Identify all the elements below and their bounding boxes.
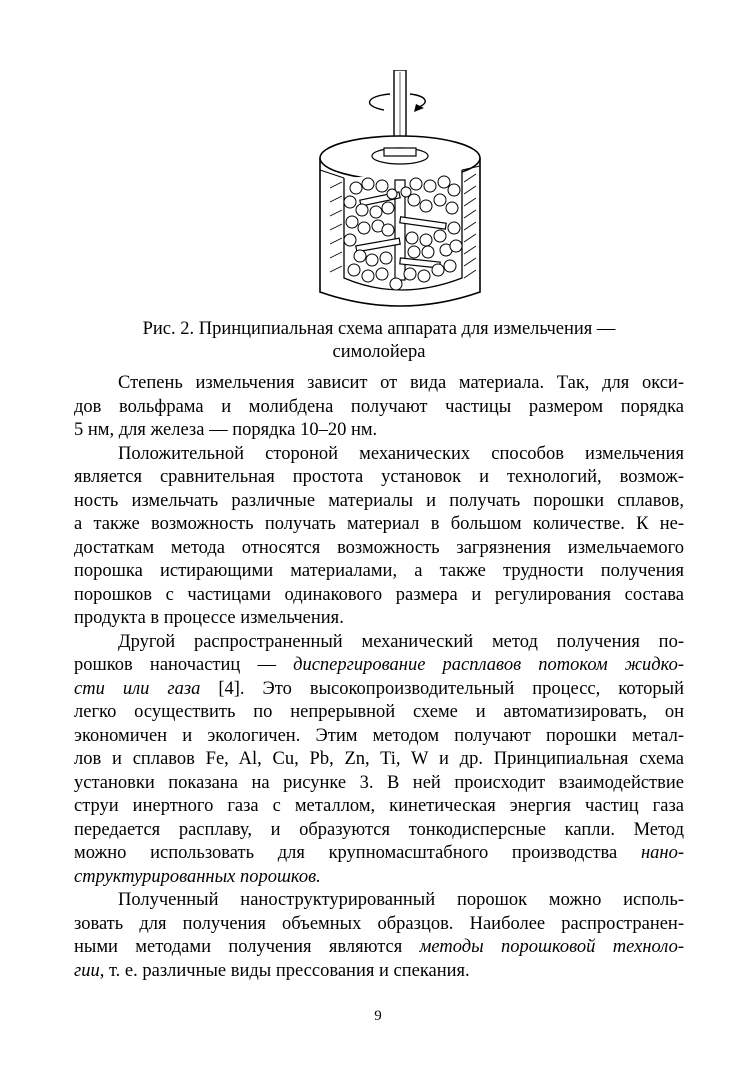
- text-line: дов вольфрама и молибдена получают частицы размером порядка: [74, 396, 684, 417]
- body-text: [74, 372, 684, 983]
- text-segment: ными методами получения являются: [74, 937, 420, 957]
- text-line: порошка истирающими материалами, а также трудности получения: [74, 561, 684, 581]
- attritor-drum-diagram: [300, 70, 500, 318]
- text-line: Степень измельчения зависит от вида материала. Так, для окси-: [118, 373, 684, 393]
- text-line: [74, 678, 684, 702]
- text-segment: можно использовать для крупномасштабного производства: [74, 843, 641, 863]
- text-line: а также возможность получать материал в большом количестве. К не-: [74, 514, 684, 534]
- text-line: Полученный наноструктурированный порошок можно исполь-: [118, 890, 684, 910]
- italic-term: методы порошковой техноло-: [419, 937, 684, 957]
- italic-term: сти или газа: [74, 678, 201, 699]
- text-segment: [4]. Это высокопроизводительный процесс, который: [200, 678, 684, 699]
- text-line: лов и сплавов Fe, Al, Cu, Pb, Zn, Ti, W и др. Принципиальная схема: [74, 749, 684, 769]
- text-line: является сравнительная простота установок и технологий, возмож-: [74, 467, 684, 487]
- text-line: экономичен и экологичен. Этим методом получают порошки метал-: [74, 725, 684, 746]
- text-line: [74, 960, 684, 984]
- italic-term: гии: [74, 960, 100, 981]
- italic-term: нано-: [640, 843, 684, 863]
- text-line: [74, 866, 684, 890]
- text-line: зовать для получения объемных образцов. Наиболее распространен-: [74, 913, 684, 934]
- text-line: Положительной стороной механических способов измельчения: [118, 443, 684, 464]
- text-line: ность измельчать различные материалы и получать порошки сплавов,: [74, 490, 684, 511]
- caption-line: симолойера: [332, 342, 426, 362]
- text-line: [74, 842, 684, 866]
- figure-caption: [74, 318, 684, 364]
- italic-term: структурированных порошков.: [74, 866, 321, 887]
- caption-line: Рис. 2. Принципиальная схема аппарата для измельчения —: [142, 319, 616, 339]
- text-line: передается расплаву, и образуются тонкодисперсные капли. Метод: [74, 819, 684, 840]
- text-line: [74, 654, 684, 678]
- text-line: Другой распространенный механический метод получения по-: [118, 631, 684, 652]
- italic-term: диспергирование расплавов потоком жидко-: [293, 655, 684, 675]
- text-line: установки показана на рисунке 3. В ней происходит взаимодействие: [74, 772, 684, 793]
- text-line: продукта в процессе измельчения.: [74, 608, 344, 628]
- text-line: достаткам метода относятся возможность загрязнения измельчаемого: [74, 537, 684, 558]
- text-line: порошков с частицами одинакового размера и регулирования состава: [74, 584, 684, 605]
- text-line: 5 нм, для железа — порядка 10–20 нм.: [74, 420, 378, 440]
- text-segment: , т. е. различные виды прессования и спекания.: [99, 960, 470, 981]
- page-number: 9: [374, 1008, 382, 1024]
- text-segment: рошков наночастиц —: [74, 655, 294, 675]
- text-line: легко осуществить по непрерывной схеме и автоматизировать, он: [74, 702, 684, 722]
- text-line: струи инертного газа с металлом, кинетическая энергия частиц газа: [74, 796, 684, 816]
- text-line: [74, 936, 684, 960]
